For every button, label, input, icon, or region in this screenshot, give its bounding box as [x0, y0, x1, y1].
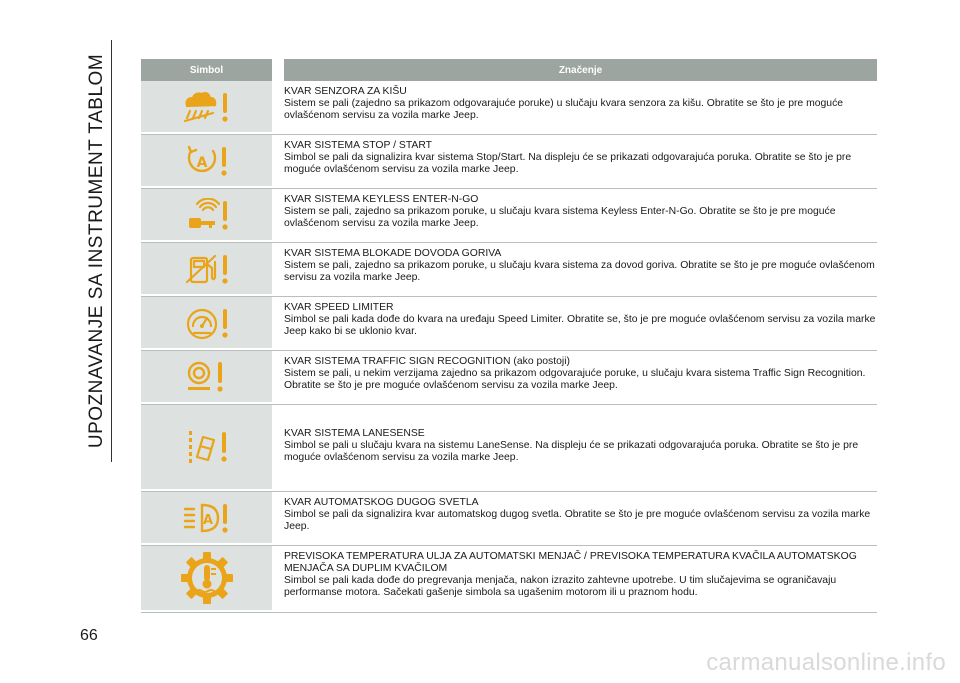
table-row	[141, 81, 877, 135]
table-row	[141, 492, 877, 546]
symbol-cell	[141, 243, 272, 296]
speed-limiter-fault-icon	[182, 306, 232, 340]
svg-text:A: A	[196, 154, 207, 171]
meaning-cell	[284, 492, 877, 545]
row-text: Sistem se pali, zajedno sa prikazom poruke, u slučaju kvara sistema za dovod goriva. Obratite se što je pre moguće ovlašćenom servisu za vozila marke Jeep.	[284, 260, 875, 283]
page-number: 66	[80, 627, 98, 644]
watermark: carmanualsonline.info	[706, 649, 946, 676]
row-text: Simbol se pali kada dođe do pregrevanja menjača, nakon izrazito zahtevne upotrebe. U tim slučajevima se ograničavaju performanse motora. Sačekati gašenje simbola sa ugašenim motorom ili u praznom hodu.	[284, 575, 837, 598]
symbol-cell	[141, 297, 272, 350]
table-row	[141, 297, 877, 351]
warning-symbols-table	[141, 59, 877, 613]
row-text: Sistem se pali, zajedno sa prikazom poruke, u slučaju kvara sistema Keyless Enter-N-Go. Obratite se što je pre moguće ovlašćenom servisu za vozila marke Jeep.	[284, 206, 836, 229]
side-title-text: UPOZNAVANJE SA INSTRUMENT TABLOM	[86, 53, 107, 449]
auto-high-beam-fault-icon	[182, 501, 232, 535]
side-rule	[111, 40, 112, 462]
table-row	[141, 351, 877, 405]
row-text: Simbol se pali kada dođe do kvara na uređaju Speed Limiter. Obratite se, što je pre moguće ovlašćenom servisu za vozila marke Jeep kako bi se uklonio kvar.	[284, 314, 876, 337]
meaning-cell	[284, 546, 877, 612]
table-row	[141, 405, 877, 492]
meaning-cell	[284, 297, 877, 350]
symbol-cell	[141, 492, 272, 545]
row-title: KVAR SPEED LIMITER	[284, 302, 394, 313]
symbol-cell	[141, 546, 272, 612]
header-symbol: Simbol	[141, 59, 272, 81]
meaning-cell	[284, 189, 877, 242]
row-text: Simbol se pali u slučaju kvara na sistemu LaneSense. Na displeju će se prikazati odgovarajuća poruka. Obratite se što je pre moguće ovlašćenom servisu za vozila marke Jeep.	[284, 440, 859, 463]
row-title: PREVISOKA TEMPERATURA ULJA ZA AUTOMATSKI MENJAČ / PREVISOKA TEMPERATURA KVAČILA AUTOMATSKOG MENJAČA SA DUPLIM KVAČILOM	[284, 551, 857, 574]
lanesense-fault-icon	[183, 427, 231, 467]
table-row	[141, 546, 877, 613]
meaning-cell	[284, 135, 877, 188]
meaning-cell	[284, 81, 877, 134]
symbol-cell	[141, 135, 272, 188]
meaning-cell	[284, 243, 877, 296]
transmission-oil-temperature-icon	[179, 550, 235, 606]
symbol-cell	[141, 81, 272, 134]
table-row	[141, 135, 877, 189]
header-meaning: Značenje	[284, 59, 877, 81]
table-header	[141, 59, 877, 81]
row-title: KVAR AUTOMATSKOG DUGOG SVETLA	[284, 497, 479, 508]
row-title: KVAR SENZORA ZA KIŠU	[284, 86, 407, 97]
row-title: KVAR SISTEMA BLOKADE DOVODA GORIVA	[284, 248, 502, 259]
side-title	[82, 40, 112, 462]
meaning-cell	[284, 351, 877, 404]
row-title: KVAR SISTEMA TRAFFIC SIGN RECOGNITION (ako postoji)	[284, 356, 570, 367]
row-text: Sistem se pali, u nekim verzijama zajedno sa prikazom odgovarajuće poruke, u slučaju kvara sistema Traffic Sign Recognition. Obratite se što je pre moguće ovlašćenom servisu za vozila marke Jeep.	[284, 368, 866, 391]
row-text: Simbol se pali da signalizira kvar automatskog dugog svetla. Obratite se što je pre moguće ovlašćenom servisu za vozila marke Jeep.	[284, 509, 871, 532]
stop-start-fault-icon	[183, 144, 231, 178]
keyless-enter-n-go-fault-icon	[183, 198, 231, 232]
svg-text:A: A	[202, 512, 213, 528]
table-row	[141, 189, 877, 243]
traffic-sign-recognition-fault-icon	[184, 359, 230, 395]
symbol-cell	[141, 351, 272, 404]
row-title: KVAR SISTEMA STOP / START	[284, 140, 433, 151]
row-title: KVAR SISTEMA LANESENSE	[284, 428, 425, 439]
fuel-inhibitor-fault-icon	[183, 252, 231, 286]
symbol-cell	[141, 189, 272, 242]
row-text: Simbol se pali da signalizira kvar sistema Stop/Start. Na displeju će se prikazati odgovarajuća poruka. Obratite se što je pre moguće ovlašćenom servisu za vozila marke Jeep.	[284, 152, 852, 175]
symbol-cell	[141, 405, 272, 491]
rain-sensor-fault-icon	[181, 90, 233, 124]
row-title: KVAR SISTEMA KEYLESS ENTER-N-GO	[284, 194, 479, 205]
table-row	[141, 243, 877, 297]
meaning-cell	[284, 405, 877, 491]
row-text: Sistem se pali (zajedno sa prikazom odgovarajuće poruke) u slučaju kvara senzora za kišu. Obratite se što je pre moguće ovlašćenom servisu za vozila marke Jeep.	[284, 98, 844, 121]
